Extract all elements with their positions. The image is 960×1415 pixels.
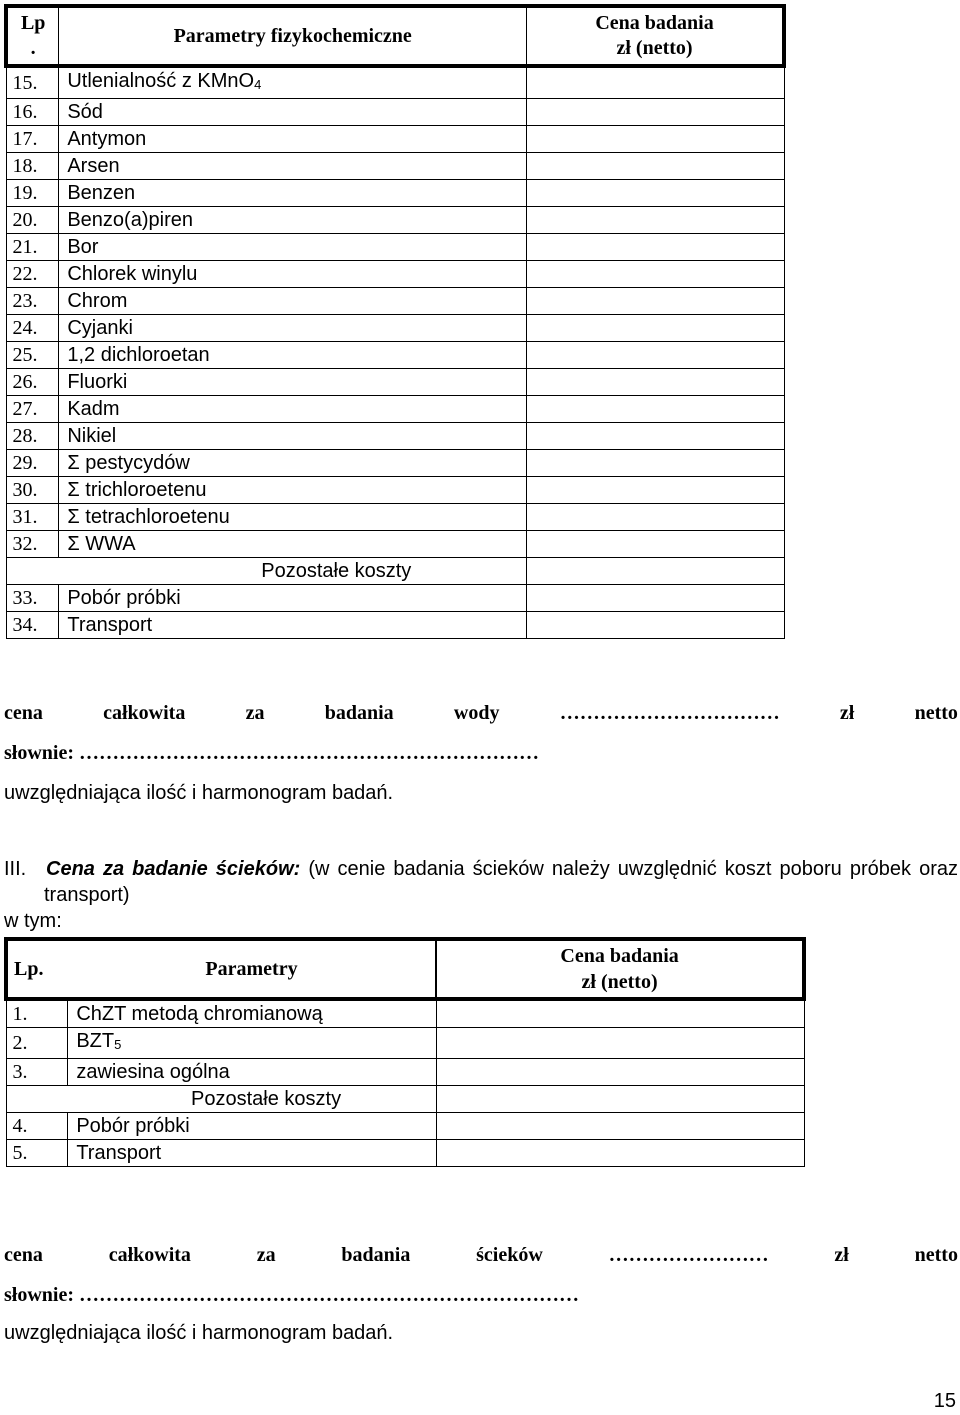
row-lp: 30. <box>6 477 59 504</box>
row-lp: 20. <box>6 207 59 234</box>
row-name: 1,2 dichloroetan <box>59 342 527 369</box>
total-word: badania <box>341 1244 411 1266</box>
section-3-heading: III. Cena za badanie ścieków: (w cenie badania ścieków należy uwzględnić koszt poboru próbek oraz <box>4 858 958 880</box>
total-water-slownie: słownie: …………………………………………………………… <box>4 742 539 764</box>
table-row <box>6 531 784 558</box>
price-cell[interactable] <box>527 504 784 531</box>
table-row <box>6 1028 804 1059</box>
table-row <box>6 369 784 396</box>
row-name: Chrom <box>59 288 527 315</box>
header-lp: Lp. <box>6 939 68 999</box>
table-row <box>6 1059 804 1086</box>
price-cell[interactable] <box>527 288 784 315</box>
table-row <box>6 342 784 369</box>
table-row <box>6 423 784 450</box>
price-cell[interactable] <box>527 234 784 261</box>
row-name: Σ WWA <box>59 531 527 558</box>
total-sewage-words-field[interactable]: ………………………………………………………………… <box>79 1284 579 1306</box>
row-name: Cyjanki <box>59 315 527 342</box>
price-cell[interactable] <box>527 558 784 585</box>
price-cell[interactable] <box>527 369 784 396</box>
total-word: zł <box>839 702 855 724</box>
table-row <box>6 99 784 126</box>
total-word: netto <box>914 1244 958 1266</box>
table-row <box>6 504 784 531</box>
price-cell[interactable] <box>436 1059 804 1086</box>
row-lp: 15. <box>6 66 59 99</box>
row-lp: 1. <box>6 999 68 1028</box>
row-lp: 19. <box>6 180 59 207</box>
table-row <box>6 396 784 423</box>
table-row <box>6 1140 804 1167</box>
row-name: Kadm <box>59 396 527 423</box>
row-name: Antymon <box>59 126 527 153</box>
price-cell[interactable] <box>527 315 784 342</box>
table-row <box>6 288 784 315</box>
total-water-words-field[interactable]: …………………………………………………………… <box>79 742 539 764</box>
row-lp: 18. <box>6 153 59 180</box>
total-word[interactable]: …………………………… <box>559 702 780 724</box>
row-name: Nikiel <box>59 423 527 450</box>
price-cell[interactable] <box>527 180 784 207</box>
row-lp: 27. <box>6 396 59 423</box>
section-3-wtym: w tym: <box>4 910 62 932</box>
row-name: Chlorek winylu <box>59 261 527 288</box>
price-cell[interactable] <box>527 261 784 288</box>
row-lp: 25. <box>6 342 59 369</box>
table-row <box>6 999 804 1028</box>
total-word: cena <box>4 702 43 724</box>
row-lp: 5. <box>6 1140 68 1167</box>
total-water-line <box>4 702 958 725</box>
row-name: Σ tetrachloroetenu <box>59 504 527 531</box>
row-name: Fluorki <box>59 369 527 396</box>
other-costs-label: Pozostałe koszty <box>6 558 527 585</box>
row-lp: 3. <box>6 1059 68 1086</box>
row-lp: 26. <box>6 369 59 396</box>
table-row <box>6 126 784 153</box>
price-cell[interactable] <box>527 99 784 126</box>
price-cell[interactable] <box>527 477 784 504</box>
table-row <box>6 1113 804 1140</box>
table-row <box>6 207 784 234</box>
price-cell[interactable] <box>527 531 784 558</box>
price-cell[interactable] <box>527 126 784 153</box>
row-name: ChZT metodą chromianową <box>68 999 436 1028</box>
price-cell[interactable] <box>527 66 784 99</box>
row-name: Pobór próbki <box>59 585 527 612</box>
total-sewage-slownie: słownie: ………………………………………………………………… <box>4 1284 579 1306</box>
row-lp: 17. <box>6 126 59 153</box>
row-lp: 21. <box>6 234 59 261</box>
table-row <box>6 450 784 477</box>
total-word[interactable]: …………………… <box>608 1244 769 1266</box>
row-name: Sód <box>59 99 527 126</box>
total-word: za <box>256 1244 276 1266</box>
page-number: 15 <box>933 1390 956 1412</box>
total-word: za <box>245 702 265 724</box>
price-cell[interactable] <box>527 612 784 639</box>
row-name: Σ pestycydów <box>59 450 527 477</box>
total-word: całkowita <box>108 1244 191 1266</box>
row-name: $BZT_5$ <box>68 1028 436 1059</box>
table-sewage <box>4 937 806 1167</box>
header-param: Parametry fizykochemiczne <box>59 6 527 66</box>
total-word: cena <box>4 1244 43 1266</box>
table-row <box>6 153 784 180</box>
row-name: Transport <box>59 612 527 639</box>
total-word: ścieków <box>476 1244 543 1266</box>
table-row <box>6 180 784 207</box>
table-row <box>6 261 784 288</box>
total-word: całkowita <box>103 702 186 724</box>
row-lp: 4. <box>6 1113 68 1140</box>
price-cell[interactable] <box>527 396 784 423</box>
price-cell[interactable] <box>436 1028 804 1059</box>
total-word: netto <box>914 702 958 724</box>
row-name: Transport <box>68 1140 436 1167</box>
table-row <box>6 585 784 612</box>
row-lp: 23. <box>6 288 59 315</box>
row-lp: 22. <box>6 261 59 288</box>
table-row <box>6 477 784 504</box>
total-word: badania <box>324 702 394 724</box>
row-lp: 24. <box>6 315 59 342</box>
row-lp: 28. <box>6 423 59 450</box>
total-water-note: uwzględniająca ilość i harmonogram badań. <box>4 782 394 804</box>
section-3-desc: transport) <box>44 884 130 906</box>
row-lp: 34. <box>6 612 59 639</box>
row-lp: 16. <box>6 99 59 126</box>
table-row <box>6 315 784 342</box>
table-row <box>6 612 784 639</box>
total-word: wody <box>453 702 500 724</box>
header-price: Cena badania zł (netto) <box>436 939 804 999</box>
row-name: Utlenialność z KMnO$_4$ <box>59 66 527 99</box>
row-lp: 31. <box>6 504 59 531</box>
header-price: Cena badania zł (netto) <box>527 6 784 66</box>
row-name: Benzo(a)piren <box>59 207 527 234</box>
table-row <box>6 234 784 261</box>
price-cell[interactable] <box>527 207 784 234</box>
row-lp: 29. <box>6 450 59 477</box>
price-cell[interactable] <box>527 153 784 180</box>
total-sewage-note: uwzględniająca ilość i harmonogram badań. <box>4 1322 394 1344</box>
price-cell[interactable] <box>527 585 784 612</box>
total-sewage-line <box>4 1244 958 1267</box>
price-cell[interactable] <box>527 450 784 477</box>
row-name: Bor <box>59 234 527 261</box>
row-name: Benzen <box>59 180 527 207</box>
price-cell[interactable] <box>436 1140 804 1167</box>
price-cell[interactable] <box>527 423 784 450</box>
header-lp: Lp . <box>6 6 59 66</box>
row-name: Pobór próbki <box>68 1113 436 1140</box>
row-name: zawiesina ogólna <box>68 1059 436 1086</box>
row-lp: 32. <box>6 531 59 558</box>
other-costs-label: Pozostałe koszty <box>6 1086 436 1113</box>
price-cell[interactable] <box>436 999 804 1028</box>
price-cell[interactable] <box>436 1113 804 1140</box>
price-cell[interactable] <box>527 342 784 369</box>
price-cell[interactable] <box>436 1086 804 1113</box>
table-row <box>6 66 784 99</box>
row-name: Σ trichloroetenu <box>59 477 527 504</box>
row-lp: 2. <box>6 1028 68 1059</box>
total-word: zł <box>834 1244 849 1266</box>
row-lp: 33. <box>6 585 59 612</box>
header-param: Parametry <box>68 939 436 999</box>
table-physicochemical <box>4 4 786 639</box>
row-name: Arsen <box>59 153 527 180</box>
